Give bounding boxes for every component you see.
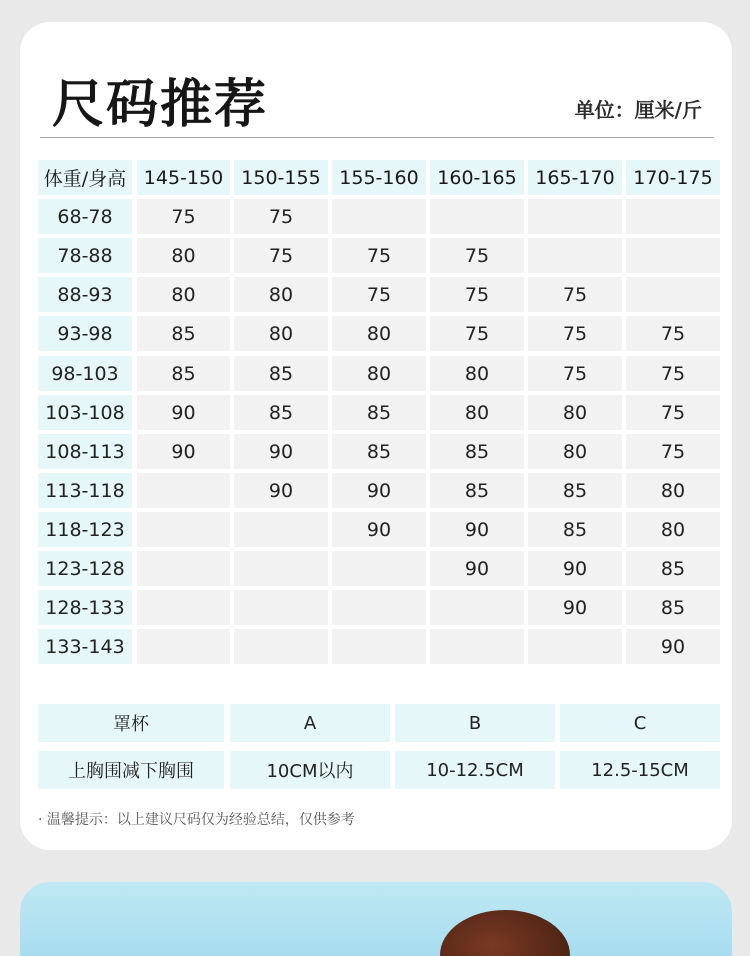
size-value-cell: 80 (626, 473, 720, 508)
size-value-cell: 80 (626, 512, 720, 547)
size-value-cell (137, 590, 230, 625)
size-value-cell: 80 (234, 277, 328, 312)
size-value-cell (137, 629, 230, 664)
size-value-cell: 75 (626, 434, 720, 469)
height-column-header: 145-150 (137, 160, 230, 195)
size-value-cell: 75 (626, 395, 720, 430)
size-value-cell: 85 (332, 434, 426, 469)
size-value-cell: 75 (626, 316, 720, 351)
size-value-cell: 80 (430, 395, 524, 430)
weight-row-header: 68-78 (38, 199, 132, 234)
size-value-cell (234, 590, 328, 625)
size-value-cell (234, 551, 328, 586)
cup-header-cell: B (395, 704, 555, 742)
size-value-cell: 75 (528, 277, 622, 312)
cup-header-cell: C (560, 704, 720, 742)
height-column-header: 165-170 (528, 160, 622, 195)
size-value-cell: 90 (234, 473, 328, 508)
weight-row-header: 93-98 (38, 316, 132, 351)
size-value-cell: 85 (234, 356, 328, 391)
size-value-cell: 80 (528, 395, 622, 430)
size-value-cell: 75 (430, 238, 524, 273)
size-value-cell: 85 (137, 356, 230, 391)
weight-row-header: 108-113 (38, 434, 132, 469)
size-value-cell: 85 (626, 551, 720, 586)
size-value-cell: 80 (528, 434, 622, 469)
weight-row-header: 103-108 (38, 395, 132, 430)
size-value-cell: 85 (430, 434, 524, 469)
weight-row-header: 128-133 (38, 590, 132, 625)
unit-label: 单位：厘米/斤 (574, 98, 702, 122)
size-value-cell (234, 512, 328, 547)
cup-value-cell: 12.5-15CM (560, 751, 720, 789)
height-column-header: 155-160 (332, 160, 426, 195)
size-value-cell: 80 (430, 356, 524, 391)
size-value-cell: 85 (626, 590, 720, 625)
size-value-cell: 80 (332, 356, 426, 391)
size-guide-card (20, 22, 732, 850)
model-hair (440, 910, 570, 956)
weight-row-header: 98-103 (38, 356, 132, 391)
size-value-cell: 75 (234, 199, 328, 234)
size-value-cell: 85 (332, 395, 426, 430)
weight-row-header: 123-128 (38, 551, 132, 586)
size-value-cell: 90 (137, 395, 230, 430)
size-value-cell (626, 277, 720, 312)
size-value-cell (528, 629, 622, 664)
size-value-cell (332, 551, 426, 586)
size-value-cell (430, 590, 524, 625)
size-value-cell: 75 (528, 316, 622, 351)
size-value-cell: 75 (137, 199, 230, 234)
page-title: 尺码推荐 (52, 75, 269, 135)
size-value-cell: 80 (137, 238, 230, 273)
weight-row-header: 88-93 (38, 277, 132, 312)
size-value-cell: 80 (332, 316, 426, 351)
size-value-cell: 75 (332, 238, 426, 273)
size-value-cell: 90 (137, 434, 230, 469)
cup-header-cell: A (230, 704, 390, 742)
height-column-header: 170-175 (626, 160, 720, 195)
size-value-cell: 85 (234, 395, 328, 430)
cup-value-cell: 10-12.5CM (395, 751, 555, 789)
size-value-cell (332, 629, 426, 664)
size-value-cell: 85 (137, 316, 230, 351)
size-value-cell: 85 (528, 473, 622, 508)
height-column-header: 150-155 (234, 160, 328, 195)
cup-value-cell: 上胸围减下胸围 (38, 751, 224, 789)
size-value-cell: 90 (332, 512, 426, 547)
size-value-cell: 90 (234, 434, 328, 469)
size-value-cell (234, 629, 328, 664)
table-corner-header: 体重/身高 (38, 160, 132, 195)
size-value-cell: 75 (430, 277, 524, 312)
size-value-cell (626, 238, 720, 273)
weight-row-header: 133-143 (38, 629, 132, 664)
size-value-cell: 75 (626, 356, 720, 391)
weight-row-header: 113-118 (38, 473, 132, 508)
size-value-cell: 90 (528, 590, 622, 625)
weight-row-header: 78-88 (38, 238, 132, 273)
cup-value-cell: 10CM以内 (230, 751, 390, 789)
size-value-cell (528, 199, 622, 234)
model-photo (20, 882, 732, 956)
size-value-cell: 90 (528, 551, 622, 586)
size-value-cell: 75 (430, 316, 524, 351)
size-value-cell (137, 512, 230, 547)
size-value-cell: 75 (234, 238, 328, 273)
size-value-cell: 80 (234, 316, 328, 351)
size-value-cell (137, 473, 230, 508)
size-value-cell (528, 238, 622, 273)
size-value-cell: 80 (137, 277, 230, 312)
height-column-header: 160-165 (430, 160, 524, 195)
size-value-cell (137, 551, 230, 586)
size-value-cell (332, 590, 426, 625)
size-value-cell: 90 (332, 473, 426, 508)
size-value-cell (430, 199, 524, 234)
cup-header-cell: 罩杯 (38, 704, 224, 742)
size-value-cell: 75 (528, 356, 622, 391)
weight-row-header: 118-123 (38, 512, 132, 547)
tip-text: · 温馨提示：以上建议尺码仅为经验总结，仅供参考 (38, 812, 355, 828)
size-value-cell (626, 199, 720, 234)
size-value-cell: 75 (332, 277, 426, 312)
size-value-cell: 85 (430, 473, 524, 508)
size-value-cell: 90 (626, 629, 720, 664)
divider (40, 137, 714, 138)
size-value-cell (332, 199, 426, 234)
size-value-cell: 90 (430, 512, 524, 547)
size-value-cell: 90 (430, 551, 524, 586)
size-value-cell (430, 629, 524, 664)
size-value-cell: 85 (528, 512, 622, 547)
